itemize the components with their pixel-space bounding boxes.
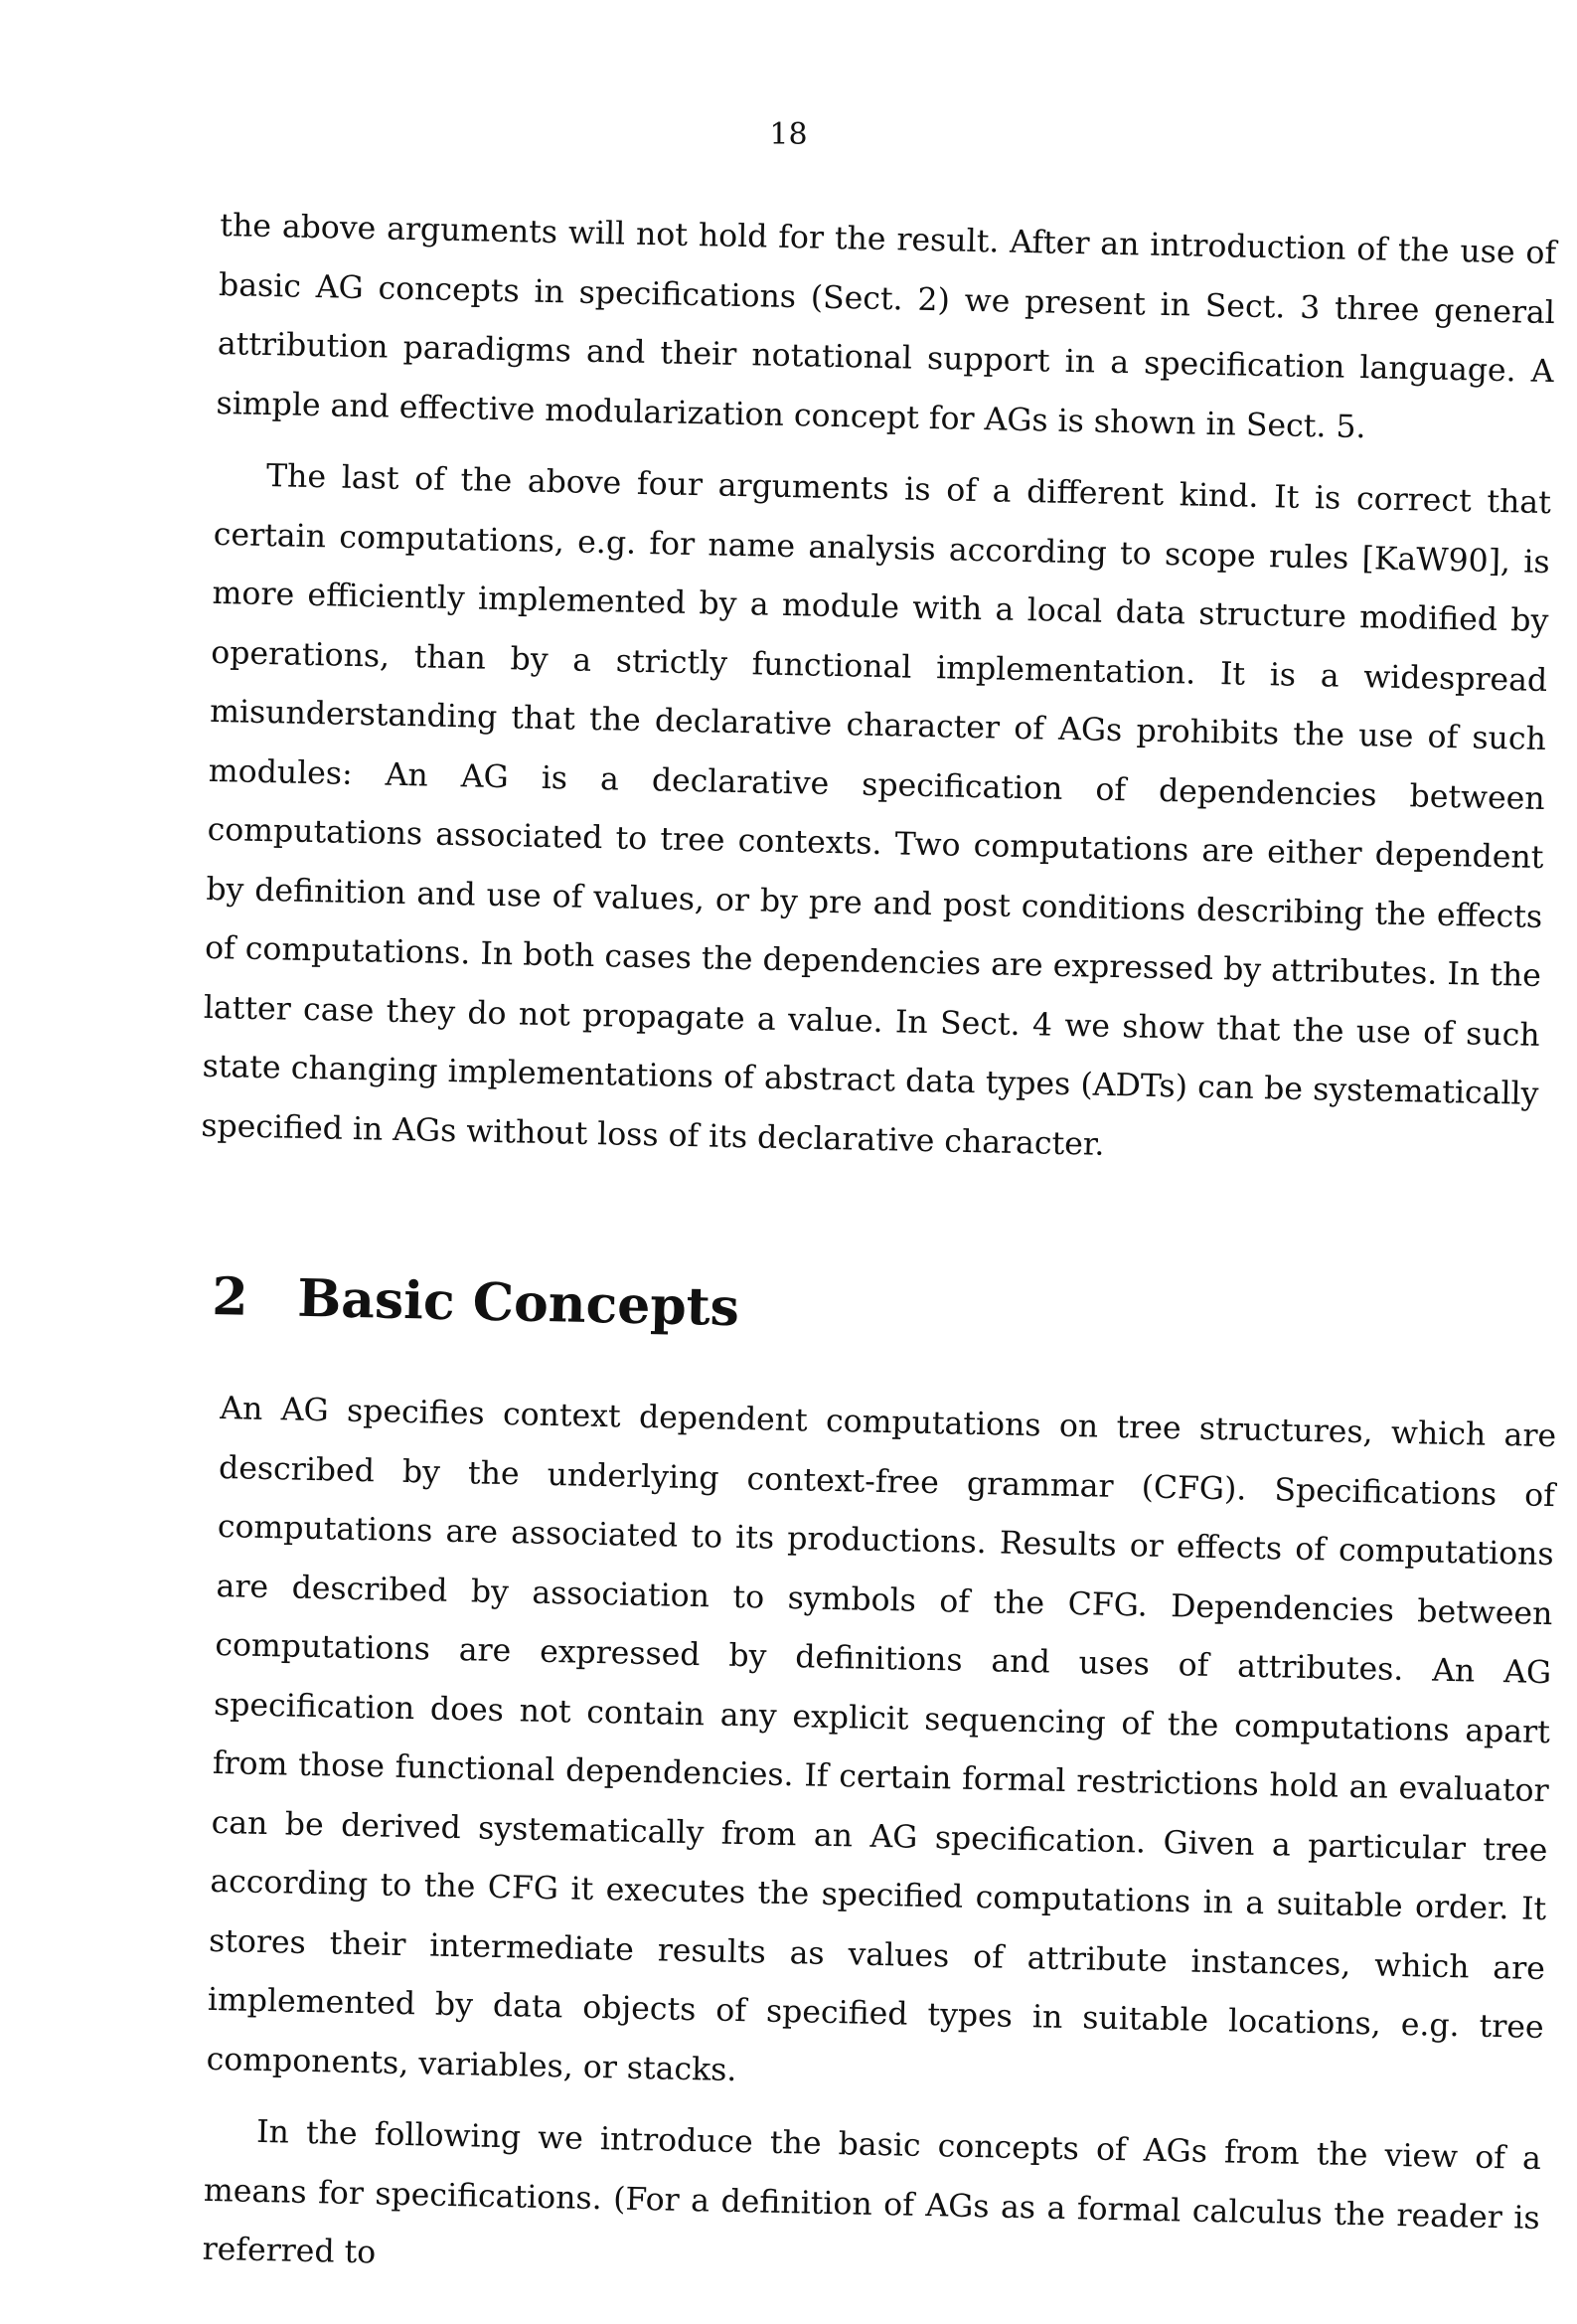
page-number: 18: [769, 117, 808, 152]
section-paragraph-2: In the following we introduce the basic concepts of AGs from the view of a means for specifications. (For a definition of AGs as a formal calculus the reader is referred to: [202, 2113, 1542, 2271]
section-heading: [212, 1265, 740, 1340]
intro-paragraph-2: The last of the above four arguments is of a different kind. It is correct that certain computations, e.g. for name analysis according to scope rules [KaW90], is more efficiently implemented by a module with a local data structure modified by operations, than by a strictly functional implementation. It is a widespread misunderstanding that the declarative character of AGs prohibits the use of such modules: An AG is a declarative specification of dependencies between computations associated to tree contexts. Two computations are either dependent by definition and use of values, or by pre and post conditions describing the effects of computations. In both cases the dependencies are expressed by attributes. In the latter case they do not propagate a value. In Sect. 4 we show that the use of such state changing implementations of abstract data types (ADTs) can be systematically specified in AGs without loss of its declarative character.: [201, 458, 1552, 1163]
section-text-block: [202, 1380, 1557, 2307]
section-title: Basic Concepts: [296, 1267, 740, 1339]
intro-text-block: [201, 197, 1557, 1184]
intro-paragraph-1: the above arguments will not hold for the result. After an introduction of the use of basic AG concepts in specifications (Sect. 2) we present in Sect. 3 three general attribution paradigms and their notational support in a specification language. A simple and effective modularization concept for AGs is shown in Sect. 5.: [216, 207, 1557, 445]
section-paragraph-1: An AG specifies context dependent computations on tree structures, which are described by the underlying context-free grammar (CFG). Specifications of computations are associated to its productions. Results or effects of computations are described by association to symbols of the CFG. Dependencies between computations are expressed by definitions and uses of attributes. An AG specification does not contain any explicit sequencing of the computations apart from those functional dependencies. If certain formal restrictions hold an evaluator can be derived systematically from an AG specification. Given a particular tree according to the CFG it executes the specified computations in a suitable order. It stores their intermediate results as values of attribute instances, which are implemented by data objects of specified types in suitable locations, e.g. tree components, variables, or stacks.: [206, 1390, 1557, 2088]
section-number: 2: [211, 1266, 249, 1328]
